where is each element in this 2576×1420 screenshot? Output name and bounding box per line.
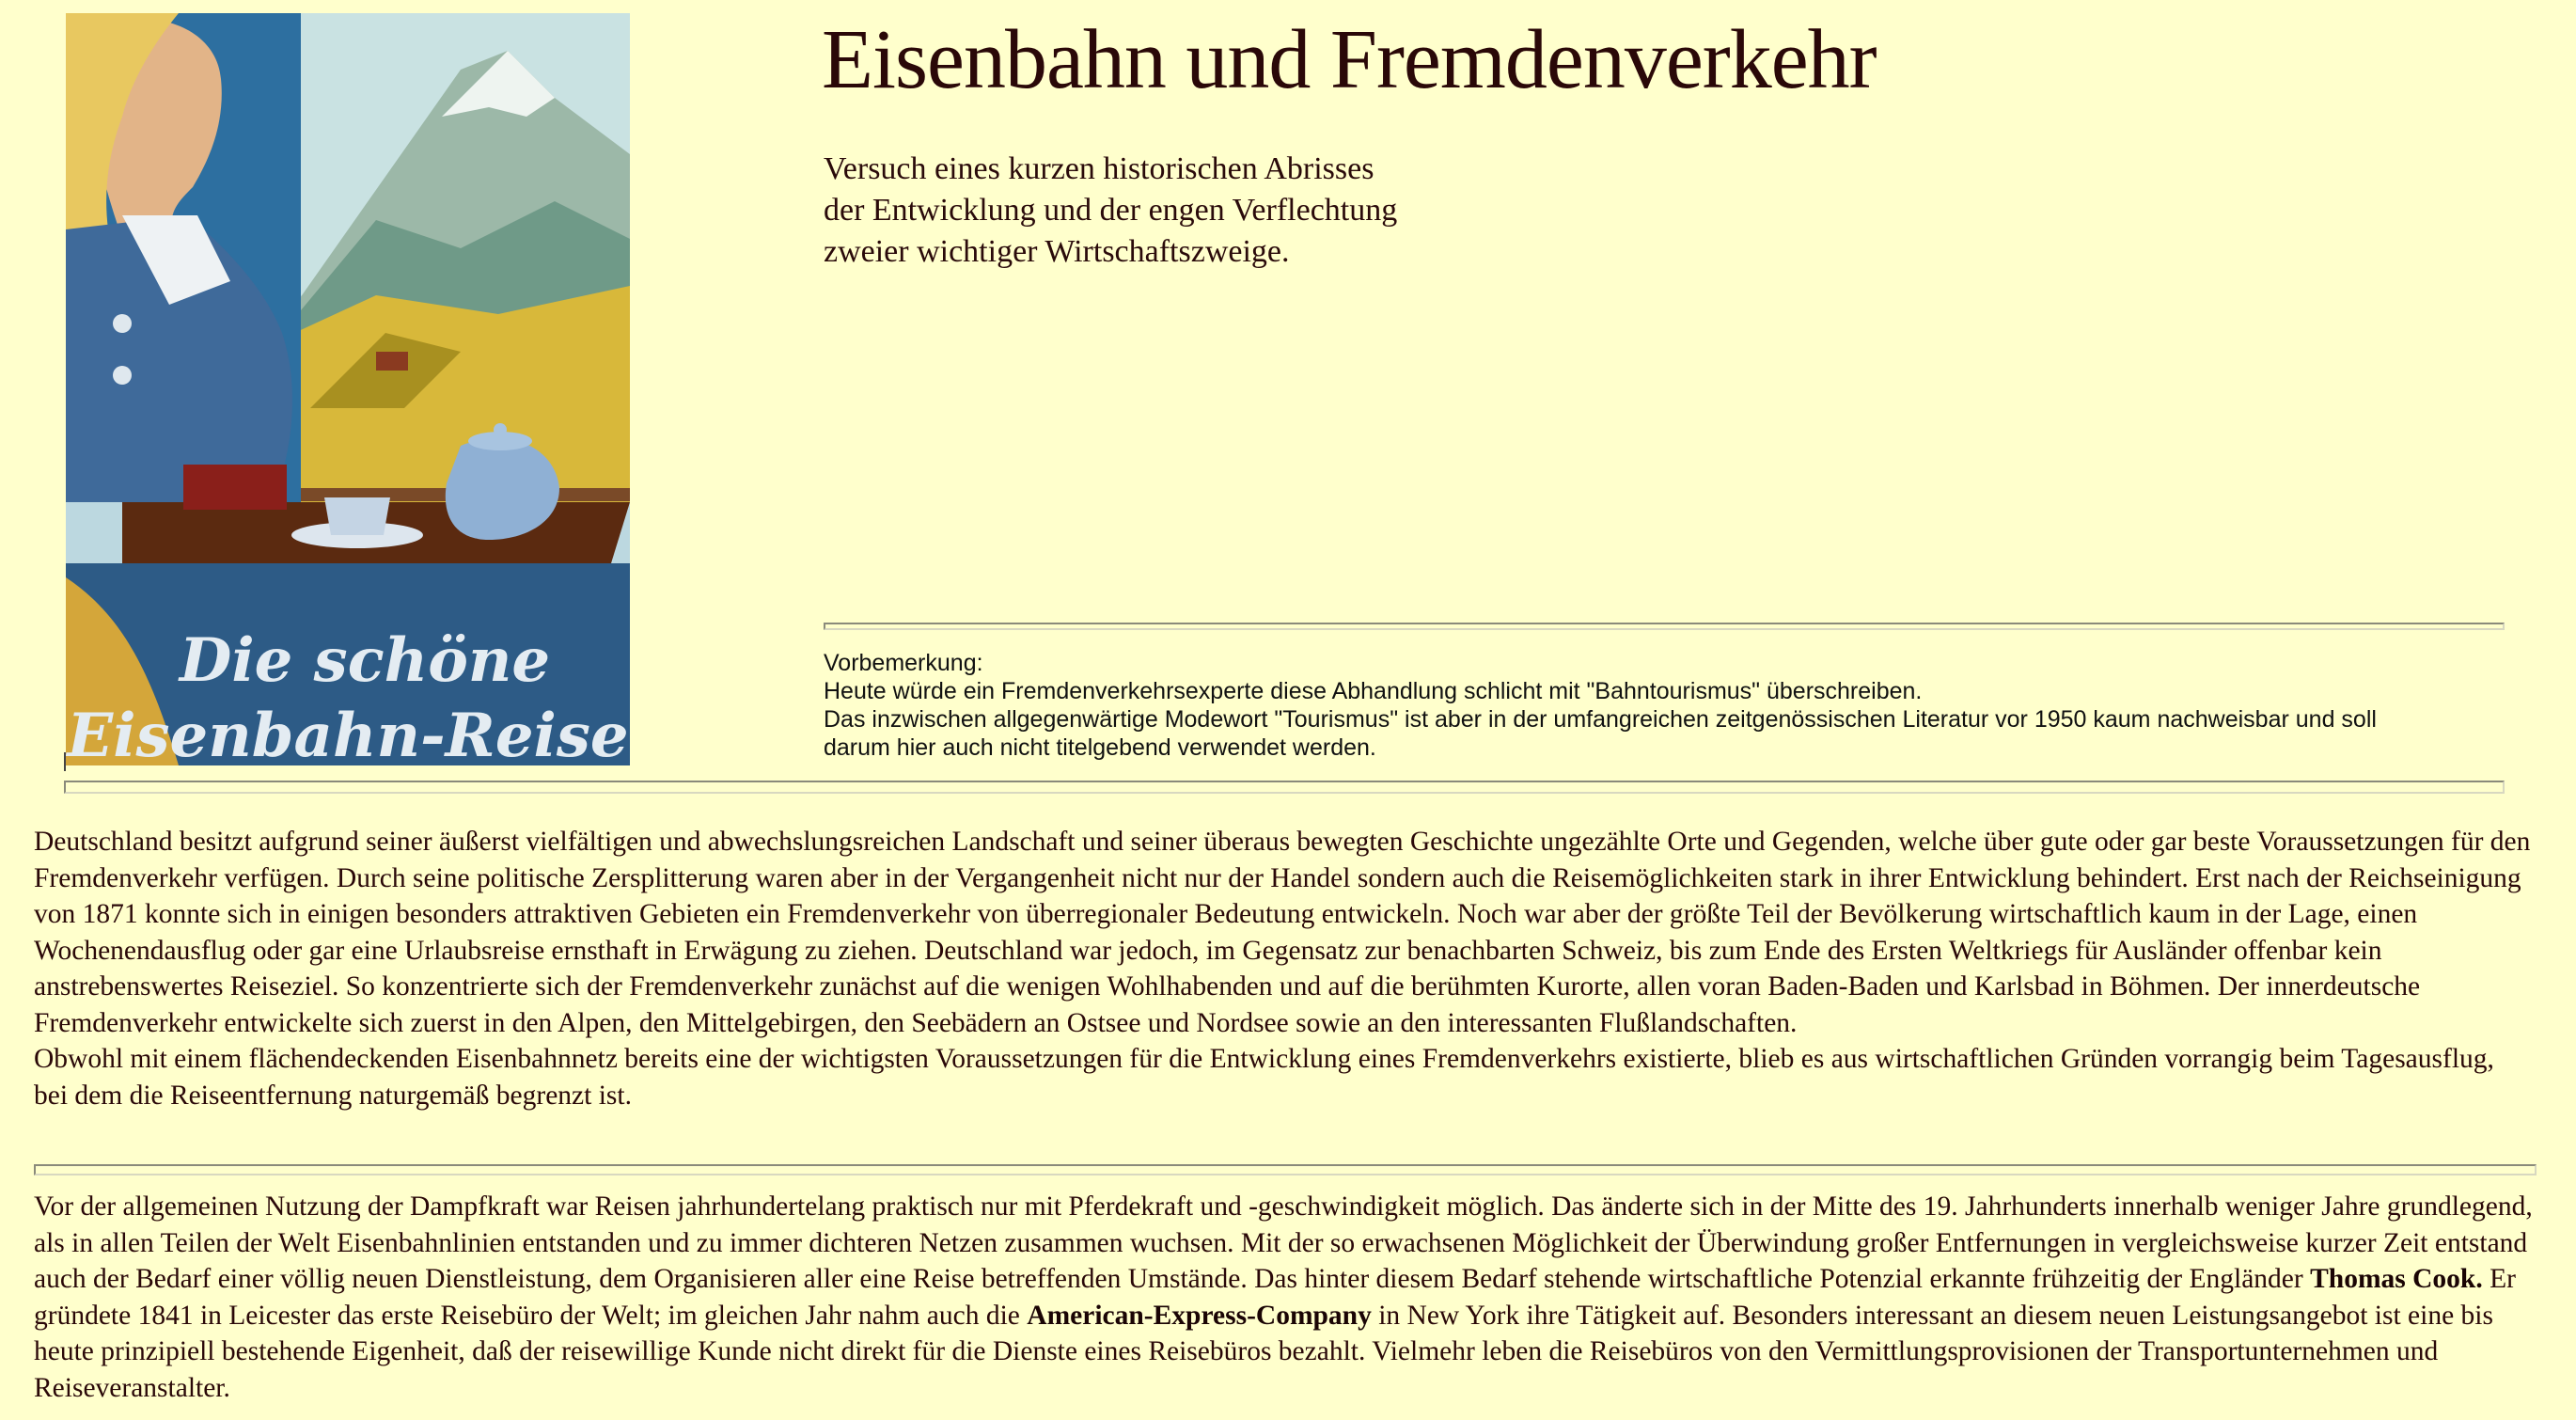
- name-american-express: American-Express-Company: [1027, 1300, 1372, 1331]
- preliminary-note: [824, 649, 2516, 762]
- paragraph-text: Er gründete 1841 in Leicester das erste Reisebüro der Welt; im gleichen Jahr nahm auch die: [34, 1264, 2516, 1331]
- page-subtitle: [824, 149, 1500, 273]
- note-line: Das inzwischen allgegenwärtige Modewort "Tourismus" ist aber in der umfangreichen zeitgenössischen Literatur vor 1950 kaum nachweisbar und soll: [824, 706, 2377, 733]
- divider-section: [34, 1164, 2537, 1175]
- section-travel-agencies: [34, 1189, 2535, 1406]
- name-thomas-cook: Thomas Cook.: [2310, 1264, 2483, 1294]
- section-intro: [34, 824, 2535, 1113]
- note-line: Heute würde ein Fremdenverkehrsexperte diese Abhandlung schlicht mit "Bahntourismus" überschreiben.: [824, 678, 1923, 704]
- poster-illustration: [66, 13, 630, 765]
- note-line: darum hier auch nicht titelgebend verwendet werden.: [824, 734, 1376, 761]
- divider-header-bottom: [64, 781, 2505, 794]
- poster-frame-edge: [64, 752, 66, 771]
- subtitle-line: zweier wichtiger Wirtschaftszweige.: [824, 234, 1290, 269]
- intro-paragraph-2: Obwohl mit einem flächendeckenden Eisenbahnnetz bereits eine der wichtigsten Voraussetzungen für die Entwicklung eines Fremdenverkehrs existierte, blieb es aus wirtschaftlichen Gründen vorrangig beim Tagesausflug, bei dem die Reiseentfernung naturgemäß begrenzt ist.: [34, 1044, 2494, 1111]
- intro-paragraph-1: Deutschland besitzt aufgrund seiner äußerst vielfältigen und abwechslungsreichen Landschaft und seiner überaus bewegten Geschichte ungezählte Orte und Gegenden, welche über gute oder gar beste Voraussetzungen für den Fremdenverkehr verfügen. Durch seine politische Zersplitterung waren aber in der Vergangenheit nicht nur der Handel sondern auch die Reisemöglichkeiten stark in ihrer Entwicklung behindert. Erst nach der Reichseinigung von 1871 konnte sich in einigen besonders attraktiven Gebieten ein Fremdenverkehr von überregionaler Bedeutung entwickeln. Noch war aber der größte Teil der Bevölkerung wirtschaftlich kaum in der Lage, einen Wochenendausflug oder gar eine Urlaubsreise ernsthaft in Erwägung zu ziehen. Deutschland war jedoch, im Gegensatz zur benachbarten Schweiz, bis zum Ende des Ersten Weltkriegs für Ausländer offenbar kein anstrebenswertes Reiseziel. So konzentrierte sich der Fremdenverkehr zunächst auf die wenigen Wohlhabenden und auf die berühmten Kurorte, allen voran Baden-Baden und Karlsbad in Böhmen. Der innerdeutsche Fremdenverkehr entwickelte sich zuerst in den Alpen, den Mittelgebirgen, den Seebädern an Ostsee und Nordsee sowie an den interessanten Flußlandschaften.: [34, 827, 2531, 1038]
- divider-note-top: [824, 623, 2505, 630]
- paragraph-text: Vor der allgemeinen Nutzung der Dampfkraft war Reisen jahrhundertelang praktisch nur mit Pferdekraft und -geschwindigkeit möglich. Das änderte sich in der Mitte des 19. Jahrhunderts innerhalb weniger Jahre grundlegend, als in allen Teilen der Welt Eisenbahnlinien entstanden und zu immer dichteren Netzen zusammen wuchsen. Mit der so erwachsenen Möglichkeit der Überwindung großer Entfernungen in vergleichsweise kurzer Zeit entstand auch der Bedarf einer völlig neuen Dienstleistung, dem Organisieren aller eine Reise betreffenden Umstände. Das hinter diesem Bedarf stehende wirtschaftliche Potenzial erkannte frühzeitig der Engländer: [34, 1191, 2533, 1294]
- poster-caption-line1: Die schöne: [179, 625, 551, 696]
- travel-agencies-paragraph: [34, 1189, 2535, 1406]
- paragraph-text: in New York ihre Tätigkeit auf. Besonders interessant an diesem neuen Leistungsangebot ist eine bis heute prinzipiell bestehende Eigenheit, daß der reisewillige Kunde nicht direkt für die Dienste eines Reisebüros bezahlt. Vielmehr leben die Reisebüros von den Vermittlungsprovisionen der Transportunternehmen und Reiseveranstalter.: [34, 1300, 2493, 1403]
- subtitle-line: der Entwicklung und der engen Verflechtung: [824, 193, 1398, 228]
- poster-image: [66, 13, 630, 765]
- subtitle-line: Versuch eines kurzen historischen Abrisses: [824, 151, 1374, 186]
- note-heading: Vorbemerkung:: [824, 650, 983, 676]
- poster-caption-line2: Eisenbahn-Reise: [67, 701, 629, 765]
- page-title: Eisenbahn und Fremdenverkehr: [822, 13, 1877, 106]
